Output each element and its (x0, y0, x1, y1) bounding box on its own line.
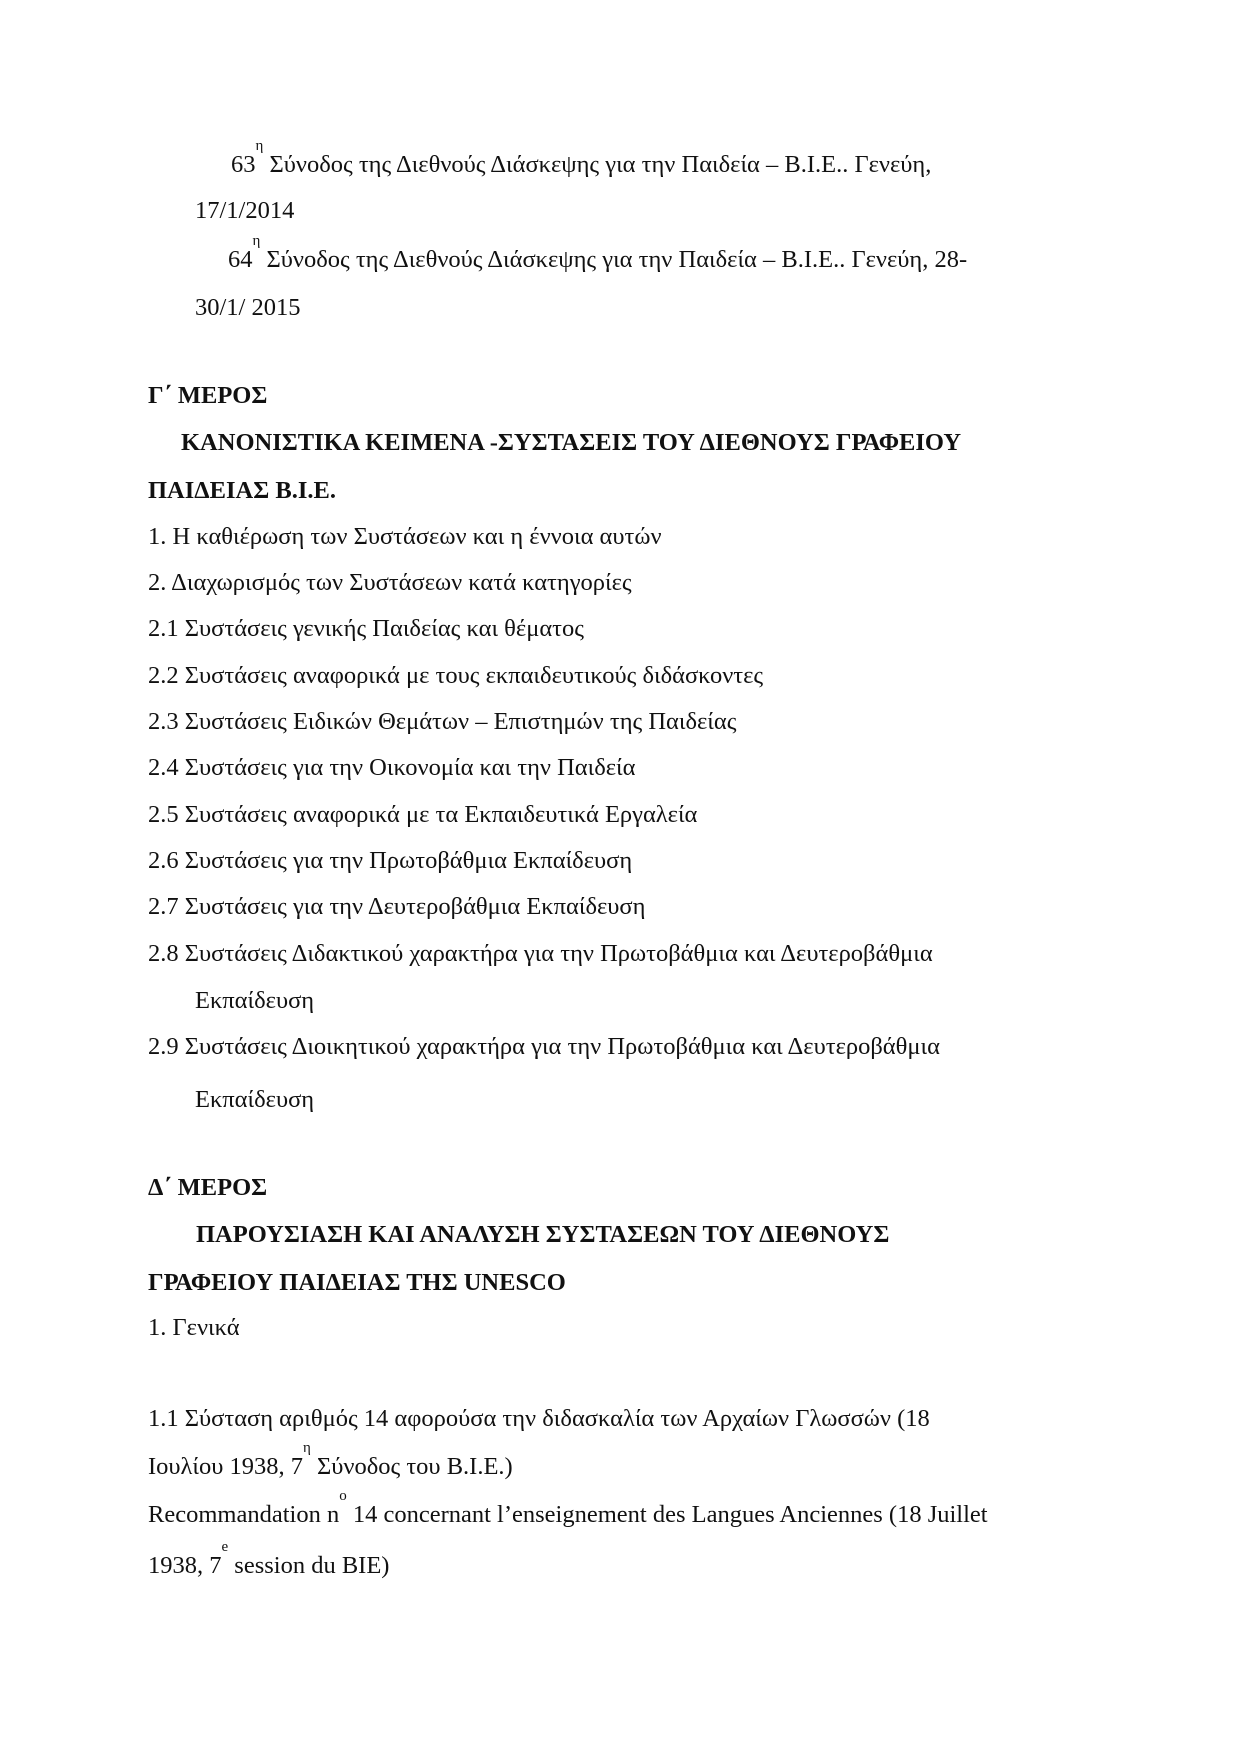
toc-item: 2.4 Συστάσεις για την Οικονομία και την Παιδεία (148, 754, 636, 781)
toc-item: 2.3 Συστάσεις Ειδικών Θεμάτων – Επιστημών της Παιδείας (148, 708, 737, 735)
superscript: η (255, 138, 264, 154)
recommendation-french-line2 (148, 1539, 390, 1581)
toc-item: 2.1 Συστάσεις γενικής Παιδείας και θέματος (148, 615, 584, 642)
text-segment: 14 concernant l’enseignement des Langues Anciennes (18 Juillet (346, 1501, 988, 1528)
session-text: Σύνοδος της Διεθνούς Διάσκεψης για την Παιδεία – Β.Ι.Ε.. Γενεύη, (263, 151, 932, 178)
text-segment: Ιουλίου 1938, 7 (148, 1453, 304, 1480)
superscript: o (339, 1488, 347, 1504)
superscript: η (303, 1440, 311, 1456)
recommendation-greek-line1: 1.1 Σύσταση αριθμός 14 αφορούσα την διδασκαλία των Αρχαίων Γλωσσών (18 (148, 1405, 930, 1432)
session-number: 63 (231, 151, 256, 178)
text-segment: 1938, 7 (148, 1552, 222, 1579)
toc-item: 2.5 Συστάσεις αναφορικά με τα Εκπαιδευτικά Εργαλεία (148, 801, 698, 828)
session-64-date: 30/1/ 2015 (195, 294, 301, 321)
toc-item: 2. Διαχωρισμός των Συστάσεων κατά κατηγορίες (148, 569, 632, 596)
recommendation-greek-line2 (148, 1440, 513, 1482)
toc-item: 2.2 Συστάσεις αναφορικά με τους εκπαιδευτικούς διδάσκοντες (148, 662, 764, 689)
toc-item-continuation: Εκπαίδευση (195, 987, 315, 1014)
toc-item: 1. Η καθιέρωση των Συστάσεων και η έννοια αυτών (148, 523, 662, 550)
text-segment: session du BIE) (228, 1552, 390, 1579)
part-d-title-line2: ΓΡΑΦΕΙΟΥ ΠΑΙΔΕΙΑΣ ΤΗΣ UNESCO (148, 1269, 566, 1296)
superscript: e (221, 1539, 229, 1555)
session-number: 64 (228, 246, 253, 273)
session-text: Σύνοδος της Διεθνούς Διάσκεψης για την Παιδεία – Β.Ι.Ε.. Γενεύη, 28- (260, 246, 968, 273)
part-c-title-line1: ΚΑΝΟΝΙΣΤΙΚΑ ΚΕΙΜΕΝΑ -ΣΥΣΤΑΣΕΙΣ ΤΟΥ ΔΙΕΘΝΟΥΣ ΓΡΑΦΕΙΟΥ (181, 429, 962, 456)
session-64-line (228, 233, 968, 275)
recommendation-french-line1 (148, 1488, 988, 1530)
part-c-title-line2: ΠΑΙΔΕΙΑΣ Β.Ι.Ε. (148, 477, 336, 504)
toc-item: 2.9 Συστάσεις Διοικητικού χαρακτήρα για την Πρωτοβάθμια και Δευτεροβάθμια (148, 1033, 940, 1060)
text-segment: Σύνοδος του Β.Ι.Ε.) (310, 1453, 513, 1480)
session-63-date: 17/1/2014 (195, 197, 295, 224)
section-general: 1. Γενικά (148, 1314, 240, 1341)
toc-item-continuation: Εκπαίδευση (195, 1086, 315, 1113)
toc-item: 2.6 Συστάσεις για την Πρωτοβάθμια Εκπαίδευση (148, 847, 633, 874)
text-segment: Recommandation n (148, 1501, 340, 1528)
toc-item: 2.8 Συστάσεις Διδακτικού χαρακτήρα για την Πρωτοβάθμια και Δευτεροβάθμια (148, 940, 933, 967)
part-d-heading: Δ΄ ΜΕΡΟΣ (148, 1174, 268, 1201)
part-c-heading: Γ΄ ΜΕΡΟΣ (148, 382, 268, 409)
toc-item: 2.7 Συστάσεις για την Δευτεροβάθμια Εκπαίδευση (148, 893, 646, 920)
session-63-line (231, 138, 932, 180)
part-d-title-line1: ΠΑΡΟΥΣΙΑΣΗ ΚΑΙ ΑΝΑΛΥΣΗ ΣΥΣΤΑΣΕΩΝ ΤΟΥ ΔΙΕΘΝΟΥΣ (196, 1221, 890, 1248)
superscript: η (252, 233, 261, 249)
